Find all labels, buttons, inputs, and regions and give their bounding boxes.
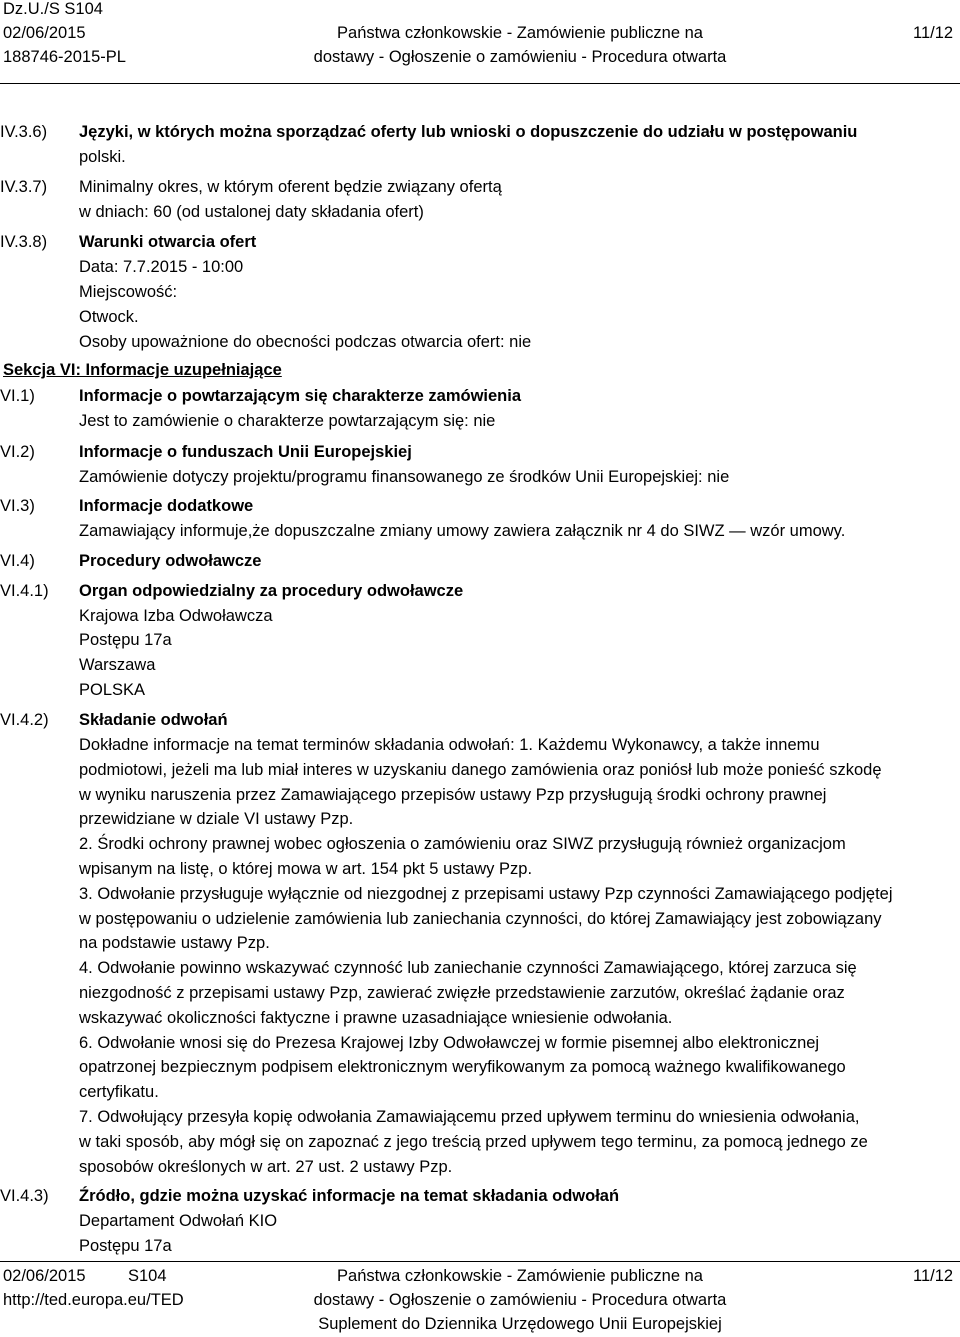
- header-date: 02/06/2015: [3, 24, 86, 42]
- appeals-line: sposobów określonych w art. 27 ust. 2 ustawy Pzp.: [79, 1157, 453, 1176]
- footer-title-line1: Państwa członkowskie - Zamówienie publiczne na: [337, 1267, 703, 1285]
- appeals-line: 4. Odwołanie powinno wskazywać czynność lub zaniechanie czynności Zamawiającego, której zarzuca się: [79, 959, 857, 978]
- appeals-line: 3. Odwołanie przysługuje wyłącznie od niezgodnej z przepisami ustawy Pzp czynności Zamawiającego podjętej: [79, 884, 893, 903]
- section-value-vi3: Zamawiający informuje,że dopuszczalne zmiany umowy zawiera załącznik nr 4 do SIWZ — wzór umowy.: [79, 522, 846, 540]
- section-title-vi41: Organ odpowiedzialny za procedury odwoławcze: [79, 582, 464, 600]
- appeals-line: w taki sposób, aby mógł się on zapoznać z jego treścią przed upływem tego terminu, za pomocą jednego ze: [79, 1132, 868, 1151]
- section-title-vi2: Informacje o funduszach Unii Europejskiej: [79, 443, 412, 461]
- footer-divider: [0, 1261, 960, 1262]
- footer-title-line2: dostawy - Ogłoszenie o zamówieniu - Procedura otwarta: [313, 1291, 727, 1309]
- appeals-line: 7. Odwołujący przesyła kopię odwołania Zamawiającemu przed upływem terminu do wniesienia odwołania,: [79, 1107, 860, 1126]
- section-number-iv37: IV.3.7): [0, 178, 48, 196]
- appeals-line: na podstawie ustawy Pzp.: [79, 934, 270, 953]
- header-title-line1: Państwa członkowskie - Zamówienie publiczne na: [337, 24, 703, 42]
- section-number-vi3: VI.3): [0, 497, 35, 515]
- footer-link[interactable]: http://ted.europa.eu/TED: [3, 1291, 184, 1309]
- header-page-number: 11/12: [913, 24, 954, 42]
- section-number-vi42: VI.4.2): [0, 711, 49, 729]
- footer-supplement-number: S104: [128, 1267, 167, 1285]
- section-value-iv36: polski.: [79, 148, 126, 166]
- review-body-city: Warszawa: [79, 656, 156, 674]
- section-number-vi43: VI.4.3): [0, 1187, 49, 1205]
- appeals-line: wskazywać okoliczności faktyczne i prawne uzasadniające wniesienie odwołania.: [79, 1008, 673, 1027]
- appeals-line: w postępowaniu o udzielenie zamówienia lub zaniechania czynności, do której Zamawiający jest zobowiązany: [79, 909, 882, 928]
- opening-date: Data: 7.7.2015 - 10:00: [79, 258, 244, 276]
- info-source-street: Postępu 17a: [79, 1237, 172, 1255]
- section-title-iv38: Warunki otwarcia ofert: [79, 233, 257, 251]
- appeals-line: certyfikatu.: [79, 1083, 159, 1102]
- opening-attendance: Osoby upoważnione do obecności podczas otwarcia ofert: nie: [79, 333, 532, 351]
- footer-date: 02/06/2015: [3, 1267, 86, 1285]
- appeals-line: opatrzonej bezpiecznym podpisem elektronicznym weryfikowanym za pomocą ważnego kwalifikowanego: [79, 1058, 846, 1077]
- section-title-vi1: Informacje o powtarzającym się charakterze zamówienia: [79, 387, 522, 405]
- section-number-vi4: VI.4): [0, 552, 35, 570]
- header-journal-ref: Dz.U./S S104: [3, 0, 103, 18]
- appeals-line: w wyniku naruszenia przez Zamawiającego przepisów ustawy Pzp przysługują środki ochrony prawnej: [79, 785, 827, 804]
- footer-title-line3: Suplement do Dziennika Urzędowego Unii Europejskiej: [318, 1315, 722, 1333]
- section-title-vi4: Procedury odwoławcze: [79, 552, 262, 570]
- section-number-vi41: VI.4.1): [0, 582, 49, 600]
- section-number-iv38: IV.3.8): [0, 233, 48, 251]
- appeals-line: Dokładne informacje na temat terminów składania odwołań: 1. Każdemu Wykonawcy, a także innemu: [79, 736, 820, 754]
- section-value-vi1: Jest to zamówienie o charakterze powtarzającym się: nie: [79, 412, 496, 430]
- appeals-line: wpisanym na listę, o której mowa w art. 154 pkt 5 ustawy Pzp.: [79, 859, 533, 878]
- section-title-vi3: Informacje dodatkowe: [79, 497, 254, 515]
- appeals-line: niezgodność z przepisami ustawy Pzp, zawierać zwięzłe przedstawienie zarzutów, określać żądanie oraz: [79, 983, 845, 1002]
- review-body-country: POLSKA: [79, 681, 146, 699]
- footer-page-number: 11/12: [913, 1267, 954, 1285]
- section-title-iv37: Minimalny okres, w którym oferent będzie związany ofertą: [79, 178, 502, 196]
- section-number-iv36: IV.3.6): [0, 123, 48, 141]
- section-number-vi1: VI.1): [0, 387, 35, 405]
- appeals-line: 6. Odwołanie wnosi się do Prezesa Krajowej Izby Odwoławczej w formie pisemnej albo elektronicznej: [79, 1033, 820, 1052]
- appeals-line: 2. Środki ochrony prawnej wobec ogłoszenia o zamówieniu oraz SIWZ przysługują również organizacjom: [79, 835, 846, 854]
- review-body-name: Krajowa Izba Odwoławcza: [79, 607, 273, 625]
- opening-place-label: Miejscowość:: [79, 283, 178, 301]
- section-number-vi2: VI.2): [0, 443, 35, 461]
- appeals-line: podmiotowi, jeżeli ma lub miał interes w uzyskaniu danego zamówienia oraz poniósł lub może ponieść szkodę: [79, 760, 882, 779]
- header-title-line2: dostawy - Ogłoszenie o zamówieniu - Procedura otwarta: [313, 48, 727, 66]
- section-title-vi42: Składanie odwołań: [79, 711, 228, 729]
- section-title-vi43: Źródło, gdzie można uzyskać informacje na temat składania odwołań: [79, 1187, 620, 1205]
- header-notice-id: 188746-2015-PL: [3, 48, 126, 66]
- section-heading-vi: Sekcja VI: Informacje uzupełniające: [3, 361, 282, 379]
- header-divider: [0, 83, 960, 84]
- section-value-vi2: Zamówienie dotyczy projektu/programu finansowanego ze środków Unii Europejskiej: nie: [79, 468, 730, 486]
- section-value-iv37: w dniach: 60 (od ustalonej daty składania ofert): [79, 203, 424, 221]
- appeals-details: [79, 733, 959, 1179]
- section-title-iv36: Języki, w których można sporządzać oferty lub wnioski o dopuszczenie do udziału w postępowaniu: [79, 123, 858, 141]
- review-body-street: Postępu 17a: [79, 631, 172, 649]
- appeals-line: przewidziane w dziale VI ustawy Pzp.: [79, 810, 354, 829]
- opening-place: Otwock.: [79, 308, 139, 326]
- info-source-name: Departament Odwołań KIO: [79, 1212, 278, 1230]
